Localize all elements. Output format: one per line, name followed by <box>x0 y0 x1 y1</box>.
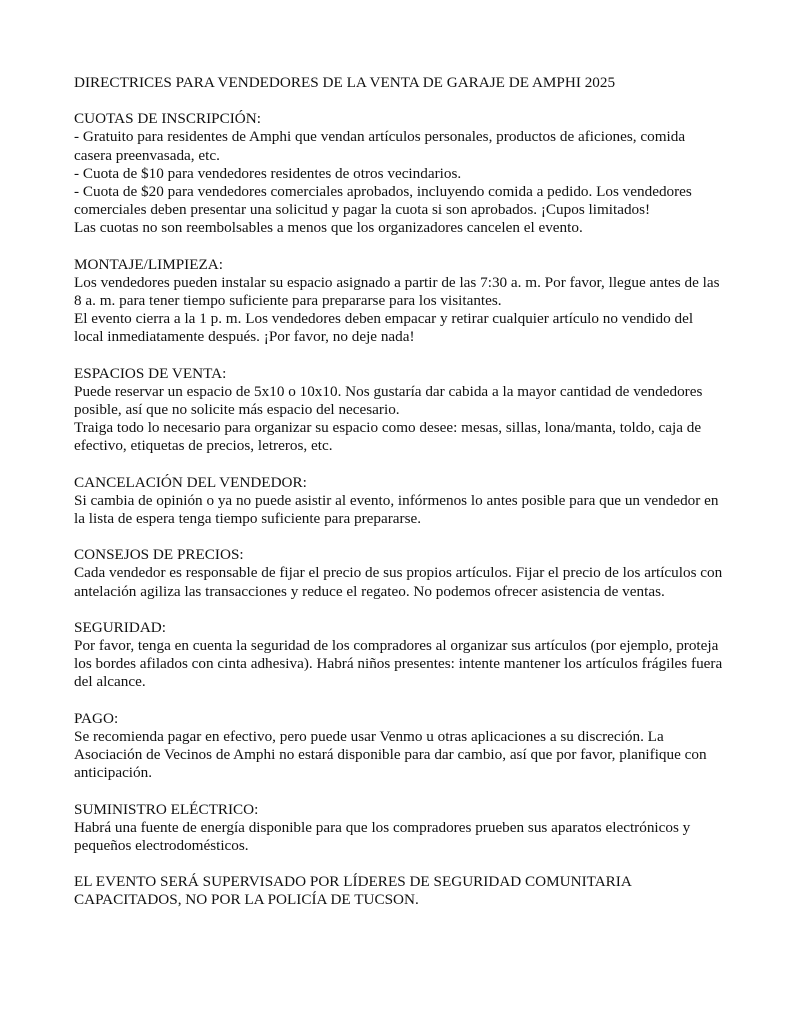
section-heading: CANCELACIÓN DEL VENDEDOR: <box>74 473 307 491</box>
section-heading: CUOTAS DE INSCRIPCIÓN: <box>74 110 261 128</box>
section-heading: PAGO: <box>74 709 119 727</box>
section-pricing-tips <box>74 546 724 601</box>
section-heading: SUMINISTRO ELÉCTRICO: <box>74 800 259 818</box>
section-paragraph: Cada vendedor es responsable de fijar el precio de sus propios artículos. Fijar el precio de los artículos con antelación agiliza las transacciones y reduce el regateo. No podemos ofrecer asistencia de ventas. <box>74 564 723 600</box>
section-paragraph: - Gratuito para residentes de Amphi que vendan artículos personales, productos de aficiones, comida casera preenvasada, etc. <box>74 128 686 164</box>
section-heading: CONSEJOS DE PRECIOS: <box>74 546 244 564</box>
section-heading: ESPACIOS DE VENTA: <box>74 364 227 382</box>
section-heading: SEGURIDAD: <box>74 618 166 636</box>
section-power-supply <box>74 801 724 856</box>
section-setup-cleanup <box>74 256 724 347</box>
document-title: DIRECTRICES PARA VENDEDORES DE LA VENTA DE GARAJE DE AMPHI 2025 <box>74 74 616 91</box>
section-vendor-cancellation <box>74 474 724 529</box>
document-page <box>74 74 724 910</box>
section-paragraph: Se recomienda pagar en efectivo, pero puede usar Venmo u otras aplicaciones a su discreción. La Asociación de Vecinos de Amphi no estará disponible para dar cambio, así que por favor, planifique con anticipación. <box>74 727 707 782</box>
section-safety <box>74 619 724 692</box>
section-paragraph: Por favor, tenga en cuenta la seguridad de los compradores al organizar sus artículos (por ejemplo, proteja los bordes afilados con cinta adhesiva). Habrá niños presentes: intente mantener los artículos frágiles fuera del alcance. <box>74 637 723 691</box>
section-heading: MONTAJE/LIMPIEZA: <box>74 255 223 273</box>
section-paragraph: Puede reservar un espacio de 5x10 o 10x10. Nos gustaría dar cabida a la mayor cantidad de vendedores posible, así que no solicite más espacio del necesario. <box>74 382 703 419</box>
section-paragraph: Habrá una fuente de energía disponible para que los compradores prueben sus aparatos electrónicos y pequeños electrodomésticos. <box>74 818 691 854</box>
closing-notice: EL EVENTO SERÁ SUPERVISADO POR LÍDERES DE SEGURIDAD COMUNITARIA CAPACITADOS, NO POR LA POLICÍA DE TUCSON. <box>74 873 631 909</box>
section-paragraph: Las cuotas no son reembolsables a menos que los organizadores cancelen el evento. <box>74 219 583 237</box>
section-paragraph: Si cambia de opinión o ya no puede asistir al evento, infórmenos lo antes posible para que un vendedor en la lista de espera tenga tiempo suficiente para prepararse. <box>74 491 719 528</box>
section-paragraph: Traiga todo lo necesario para organizar su espacio como desee: mesas, sillas, lona/manta, toldo, caja de efectivo, etiquetas de precios, letreros, etc. <box>74 419 702 455</box>
section-paragraph: - Cuota de $20 para vendedores comerciales aprobados, incluyendo comida a pedido. Los vendedores comerciales deben presentar una solicitud y pagar la cuota si son aprobados. ¡Cupos limitados! <box>74 183 692 219</box>
section-vendor-spaces <box>74 365 724 456</box>
section-paragraph: El evento cierra a la 1 p. m. Los vendedores deben empacar y retirar cualquier artículo no vendido del local inmediatamente después. ¡Por favor, no deje nada! <box>74 310 694 346</box>
section-payment <box>74 710 724 783</box>
section-paragraph: Los vendedores pueden instalar su espacio asignado a partir de las 7:30 a. m. Por favor, llegue antes de las 8 a. m. para tener tiempo suficiente para prepararse para los visitantes. <box>74 273 720 310</box>
section-paragraph: - Cuota de $10 para vendedores residentes de otros vecindarios. <box>74 164 462 182</box>
section-registration-fees <box>74 110 724 237</box>
